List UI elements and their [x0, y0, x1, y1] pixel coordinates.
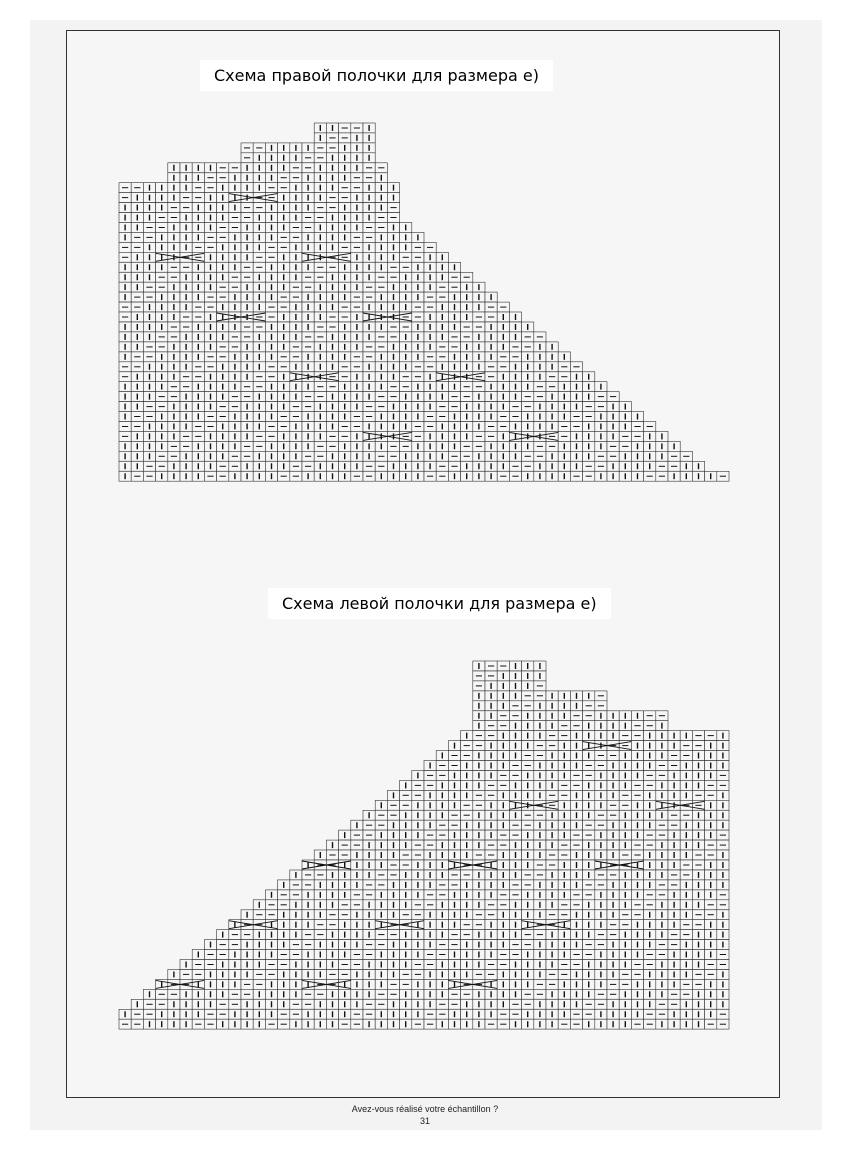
page-number: 31: [419, 1116, 430, 1126]
left-front-grid: [119, 661, 729, 1029]
footer-question: Avez-vous réalisé votre échantillon ?: [351, 1104, 499, 1114]
left-front-title: Схема левой полочки для размера е): [268, 588, 611, 619]
right-front-title: Схема правой полочки для размера е): [200, 60, 553, 91]
